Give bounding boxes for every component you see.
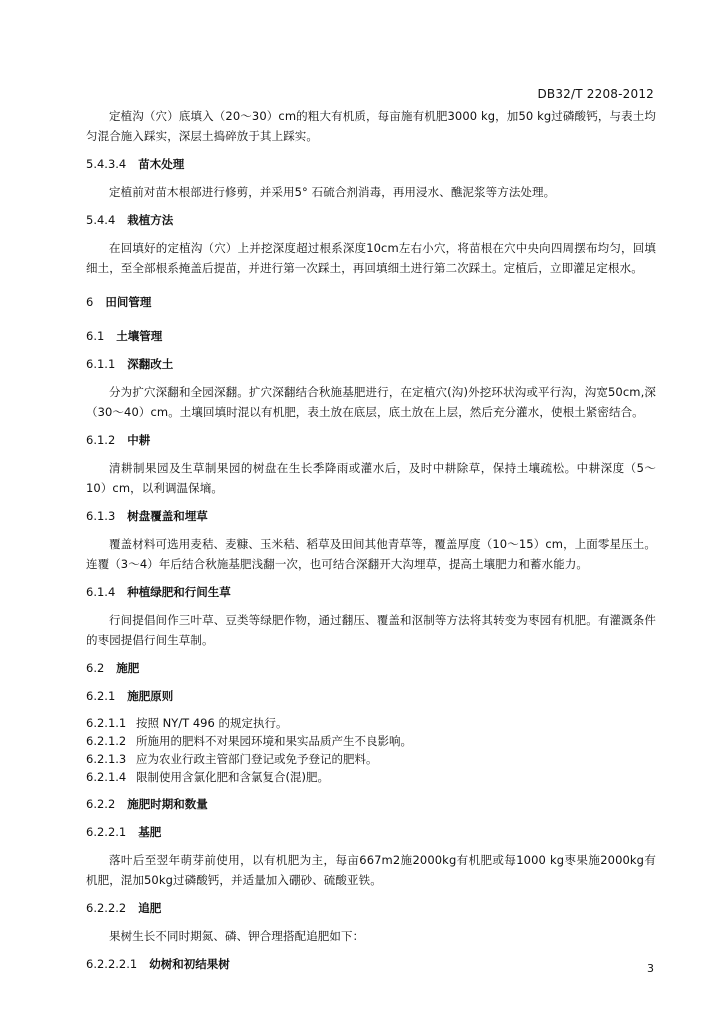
clause-text: 所施用的肥料不对果园环境和果实品质产生不良影响。 bbox=[136, 734, 412, 748]
section-number: 6.2.1 bbox=[86, 689, 116, 703]
clause-number: 6.2.1.1 bbox=[86, 716, 127, 730]
paragraph: 覆盖材料可选用麦秸、麦糠、玉米秸、稻草及田间其他青草等，覆盖厚度（10～15）cm，上面零星压土。连覆（3～4）年后结合秋施基肥浅翻一次，也可结合深翻开大沟埋草，提高土壤肥力和蓄水能力。 bbox=[86, 537, 656, 571]
clause-text: 限制使用含氯化肥和含氯复合(混)肥。 bbox=[136, 770, 329, 784]
clause-item bbox=[86, 768, 656, 786]
section-title: 深翻改土 bbox=[127, 357, 174, 371]
section-title: 土壤管理 bbox=[116, 329, 163, 343]
section-heading bbox=[86, 210, 656, 230]
section-number: 6.2 bbox=[86, 661, 105, 675]
page-number: 3 bbox=[647, 962, 654, 975]
section-number: 6.2.2.2.1 bbox=[86, 957, 138, 971]
section-heading bbox=[86, 898, 656, 918]
section-heading bbox=[86, 658, 656, 678]
section-heading bbox=[86, 292, 656, 312]
section-heading bbox=[86, 794, 656, 814]
clause-item bbox=[86, 732, 656, 750]
section-number: 6.1.4 bbox=[86, 585, 116, 599]
section-number: 6 bbox=[86, 295, 94, 309]
section-heading bbox=[86, 506, 656, 526]
section-heading bbox=[86, 954, 656, 974]
section-heading bbox=[86, 822, 656, 842]
section-title: 施肥 bbox=[116, 661, 140, 675]
document-code-header: DB32/T 2208-2012 bbox=[537, 87, 654, 101]
paragraph: 落叶后至翌年萌芽前使用，以有机肥为主，每亩667m2施2000kg有机肥或每1000 kg枣果施2000kg有机肥，混加50kg过磷酸钙，并适量加入硼砂、硫酸亚铁。 bbox=[86, 853, 656, 887]
section-title: 苗木处理 bbox=[138, 157, 185, 171]
section-heading bbox=[86, 354, 656, 374]
section-heading bbox=[86, 582, 656, 602]
section-number: 6.1 bbox=[86, 329, 105, 343]
section-title: 施肥原则 bbox=[127, 689, 174, 703]
section-heading bbox=[86, 154, 656, 174]
section-title: 幼树和初结果树 bbox=[149, 957, 230, 971]
section-title: 追肥 bbox=[138, 901, 162, 915]
section-heading bbox=[86, 326, 656, 346]
paragraph: 行间提倡间作三叶草、豆类等绿肥作物，通过翻压、覆盖和沤制等方法将其转变为枣园有机肥。有灌溉条件的枣园提倡行间生草制。 bbox=[86, 613, 656, 647]
clause-number: 6.2.1.4 bbox=[86, 770, 127, 784]
document-body bbox=[86, 106, 656, 982]
clause-item bbox=[86, 714, 656, 732]
paragraph: 果树生长不同时期氮、磷、钾合理搭配追肥如下： bbox=[109, 929, 365, 943]
paragraph: 清耕制果园及生草制果园的树盘在生长季降雨或灌水后，及时中耕除草，保持土壤疏松。中耕深度（5～10）cm，以利调温保墒。 bbox=[86, 461, 656, 495]
section-number: 5.4.3.4 bbox=[86, 157, 127, 171]
paragraph: 定植沟（穴）底填入（20～30）cm的粗大有机质，每亩施有机肥3000 kg，加50 kg过磷酸钙，与表土均匀混合施入踩实，深层土捣碎放于其上踩实。 bbox=[86, 109, 656, 143]
section-number: 6.2.2.2 bbox=[86, 901, 127, 915]
paragraph: 定植前对苗木根部进行修剪，并采用5° 石硫合剂消毒，再用浸水、醮泥浆等方法处理。 bbox=[109, 185, 556, 199]
section-number: 5.4.4 bbox=[86, 213, 116, 227]
section-title: 栽植方法 bbox=[127, 213, 174, 227]
section-number: 6.1.3 bbox=[86, 509, 116, 523]
section-title: 中耕 bbox=[127, 433, 151, 447]
section-number: 6.2.2 bbox=[86, 797, 116, 811]
paragraph: 在回填好的定植沟（穴）上并挖深度超过根系深度10cm左右小穴，将苗根在穴中央向四周摆布均匀，回填细土，至全部根系掩盖后提苗，并进行第一次踩土，再回填细土进行第二次踩土。定植后，立即灌足定根水。 bbox=[86, 241, 656, 275]
section-heading bbox=[86, 686, 656, 706]
section-heading bbox=[86, 430, 656, 450]
section-title: 树盘覆盖和埋草 bbox=[127, 509, 208, 523]
section-title: 施肥时期和数量 bbox=[127, 797, 208, 811]
clause-list bbox=[86, 714, 656, 786]
section-number: 6.2.2.1 bbox=[86, 825, 127, 839]
clause-number: 6.2.1.3 bbox=[86, 752, 127, 766]
clause-text: 按照 NY/T 496 的规定执行。 bbox=[136, 716, 288, 730]
section-title: 种植绿肥和行间生草 bbox=[127, 585, 231, 599]
section-number: 6.1.1 bbox=[86, 357, 116, 371]
section-title: 基肥 bbox=[138, 825, 162, 839]
section-title: 田间管理 bbox=[105, 295, 152, 309]
paragraph: 分为扩穴深翻和全园深翻。扩穴深翻结合秋施基肥进行，在定植穴(沟)外挖环状沟或平行沟，沟宽50cm,深（30～40）cm。土壤回填时混以有机肥，表土放在底层，底土放在上层，然后充分灌水，使根土紧密结合。 bbox=[86, 385, 656, 419]
section-number: 6.1.2 bbox=[86, 433, 116, 447]
clause-text: 应为农业行政主管部门登记或免予登记的肥料。 bbox=[136, 752, 378, 766]
clause-number: 6.2.1.2 bbox=[86, 734, 127, 748]
clause-item bbox=[86, 750, 656, 768]
